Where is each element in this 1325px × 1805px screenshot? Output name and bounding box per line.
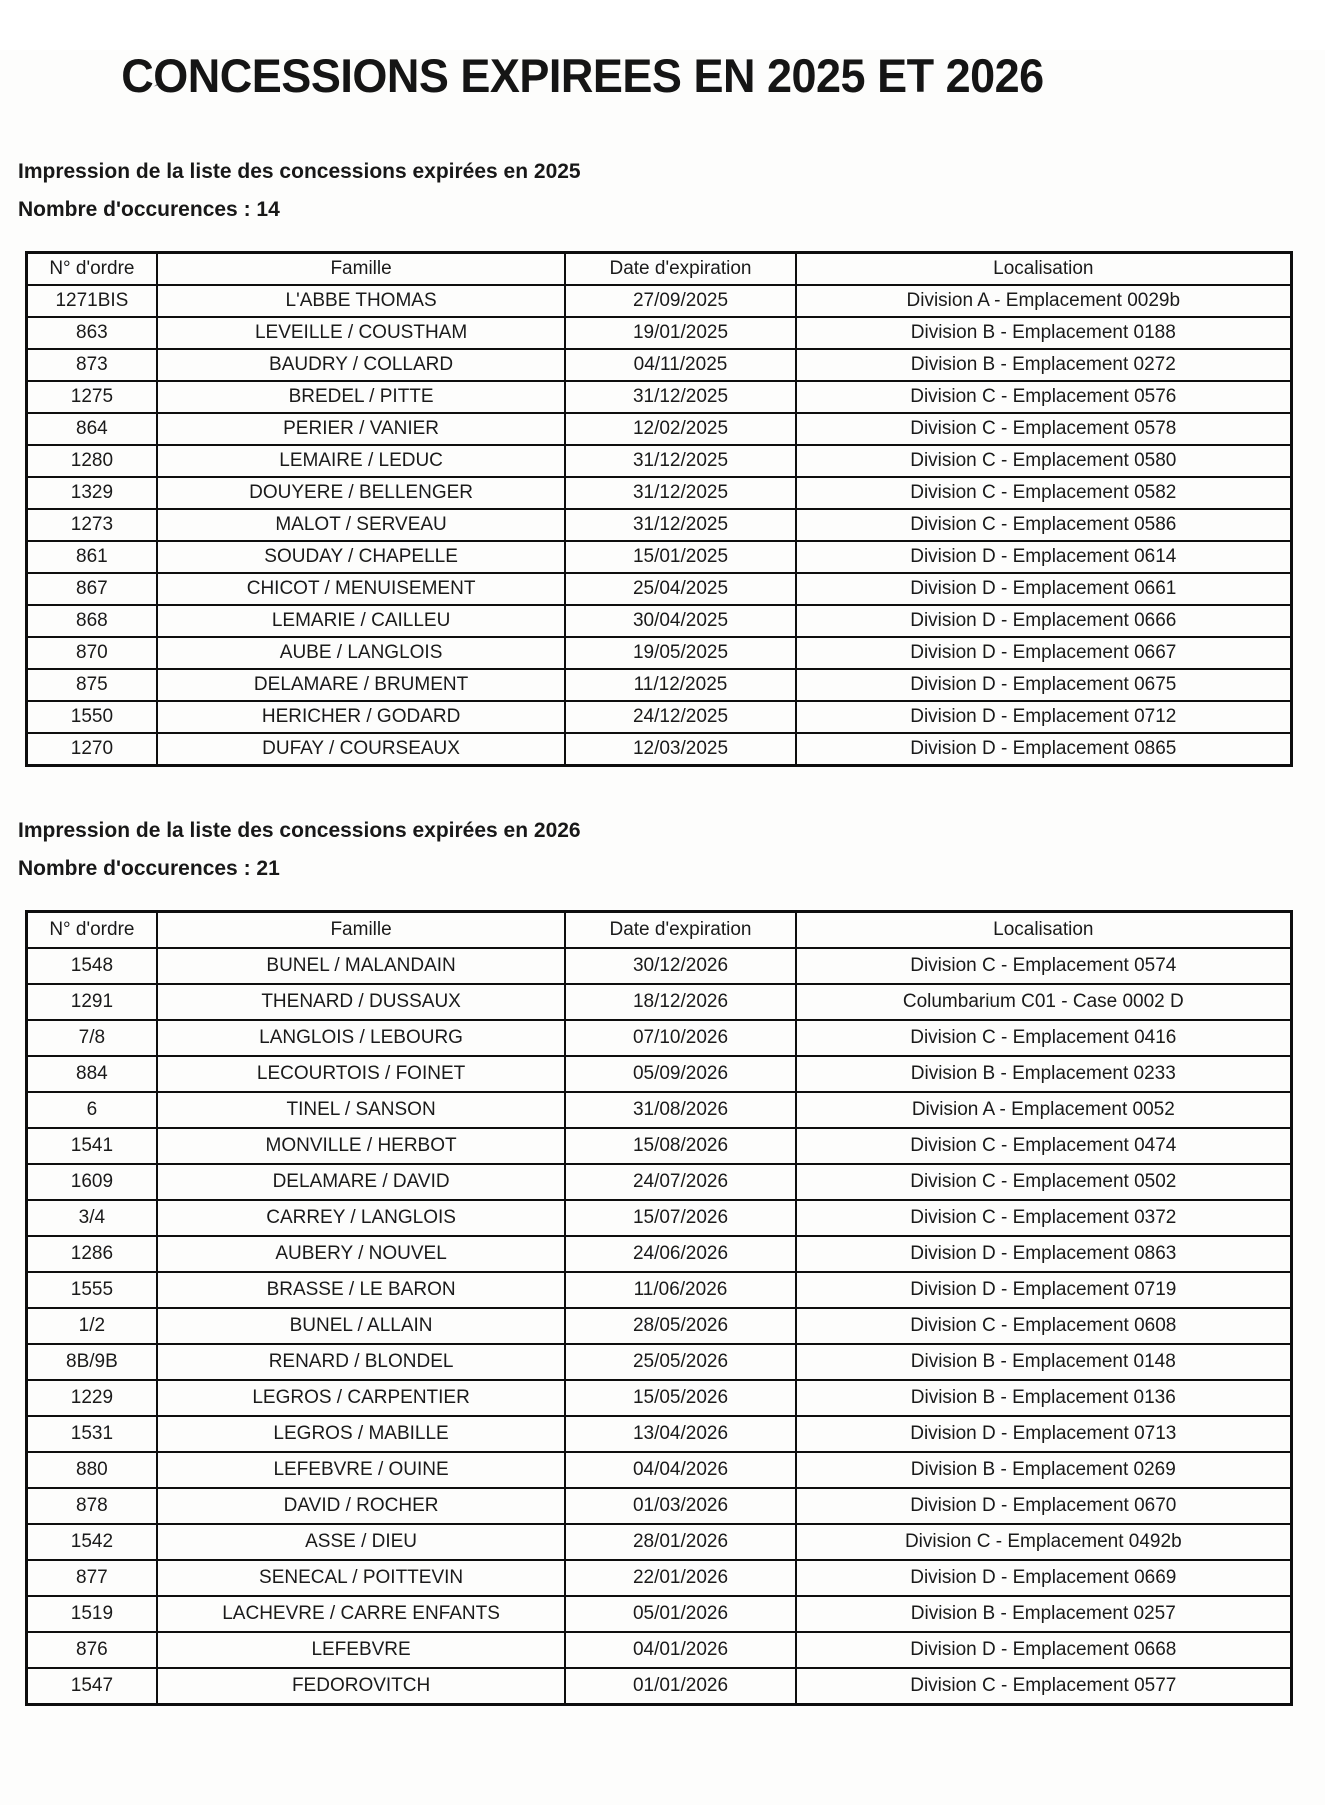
cell-date: 24/07/2026 xyxy=(565,1164,795,1200)
cell-date: 31/12/2025 xyxy=(565,445,795,477)
table-row xyxy=(27,1236,1292,1272)
cell-localisation: Division B - Emplacement 0269 xyxy=(796,1452,1292,1488)
table-row xyxy=(27,541,1292,573)
concessions-table-2025 xyxy=(25,251,1293,767)
cell-localisation: Division B - Emplacement 0257 xyxy=(796,1596,1292,1632)
table-header-row xyxy=(27,912,1292,949)
cell-date: 04/04/2026 xyxy=(565,1452,795,1488)
cell-date: 15/07/2026 xyxy=(565,1200,795,1236)
cell-famille: PERIER / VANIER xyxy=(157,413,566,445)
table-row xyxy=(27,349,1292,381)
cell-order: 873 xyxy=(27,349,157,381)
section-2025-header xyxy=(18,160,1325,222)
cell-order: 1329 xyxy=(27,477,157,509)
table-row xyxy=(27,1056,1292,1092)
cell-localisation: Division B - Emplacement 0233 xyxy=(796,1056,1292,1092)
table-row xyxy=(27,381,1292,413)
cell-order: 1270 xyxy=(27,733,157,766)
cell-localisation: Division D - Emplacement 0863 xyxy=(796,1236,1292,1272)
cell-date: 07/10/2026 xyxy=(565,1020,795,1056)
section-2026-header xyxy=(18,819,1325,881)
cell-date: 27/09/2025 xyxy=(565,285,795,317)
cell-famille: LEGROS / CARPENTIER xyxy=(157,1380,566,1416)
column-header-date: Date d'expiration xyxy=(565,912,795,949)
cell-localisation: Division D - Emplacement 0614 xyxy=(796,541,1292,573)
scanned-document-page xyxy=(0,50,1325,1706)
table-row xyxy=(27,637,1292,669)
section-heading: Impression de la liste des concessions expirées en 2025 xyxy=(18,160,581,183)
cell-localisation: Division C - Emplacement 0576 xyxy=(796,381,1292,413)
cell-date: 12/03/2025 xyxy=(565,733,795,766)
cell-localisation: Columbarium C01 - Case 0002 D xyxy=(796,984,1292,1020)
cell-famille: LEGROS / MABILLE xyxy=(157,1416,566,1452)
table-row xyxy=(27,285,1292,317)
cell-famille: LEVEILLE / COUSTHAM xyxy=(157,317,566,349)
cell-famille: FEDOROVITCH xyxy=(157,1668,566,1705)
cell-order: 875 xyxy=(27,669,157,701)
cell-localisation: Division C - Emplacement 0586 xyxy=(796,509,1292,541)
section-heading: Impression de la liste des concessions expirées en 2026 xyxy=(18,819,581,842)
cell-date: 24/06/2026 xyxy=(565,1236,795,1272)
cell-order: 868 xyxy=(27,605,157,637)
table-row xyxy=(27,605,1292,637)
cell-date: 22/01/2026 xyxy=(565,1560,795,1596)
cell-date: 15/01/2025 xyxy=(565,541,795,573)
cell-localisation: Division A - Emplacement 0029b xyxy=(796,285,1292,317)
cell-famille: THENARD / DUSSAUX xyxy=(157,984,566,1020)
cell-date: 31/12/2025 xyxy=(565,381,795,413)
cell-date: 01/01/2026 xyxy=(565,1668,795,1705)
cell-localisation: Division D - Emplacement 0667 xyxy=(796,637,1292,669)
table-row xyxy=(27,1668,1292,1705)
cell-date: 11/12/2025 xyxy=(565,669,795,701)
cell-date: 28/01/2026 xyxy=(565,1524,795,1560)
table-row xyxy=(27,1524,1292,1560)
cell-famille: LACHEVRE / CARRE ENFANTS xyxy=(157,1596,566,1632)
cell-famille: BREDEL / PITTE xyxy=(157,381,566,413)
cell-famille: ASSE / DIEU xyxy=(157,1524,566,1560)
cell-date: 12/02/2025 xyxy=(565,413,795,445)
cell-order: 1280 xyxy=(27,445,157,477)
cell-famille: SOUDAY / CHAPELLE xyxy=(157,541,566,573)
table-row xyxy=(27,948,1292,984)
column-header-date: Date d'expiration xyxy=(565,253,795,286)
table-row xyxy=(27,509,1292,541)
cell-localisation: Division C - Emplacement 0608 xyxy=(796,1308,1292,1344)
column-header-localisation: Localisation xyxy=(796,253,1292,286)
column-header-famille: Famille xyxy=(157,253,566,286)
cell-order: 870 xyxy=(27,637,157,669)
table-row xyxy=(27,317,1292,349)
cell-order: 861 xyxy=(27,541,157,573)
cell-order: 1275 xyxy=(27,381,157,413)
cell-famille: MALOT / SERVEAU xyxy=(157,509,566,541)
cell-localisation: Division D - Emplacement 0668 xyxy=(796,1632,1292,1668)
cell-famille: LEFEBVRE / OUINE xyxy=(157,1452,566,1488)
cell-famille: BUNEL / ALLAIN xyxy=(157,1308,566,1344)
cell-order: 1286 xyxy=(27,1236,157,1272)
cell-famille: CARREY / LANGLOIS xyxy=(157,1200,566,1236)
cell-date: 30/12/2026 xyxy=(565,948,795,984)
cell-order: 877 xyxy=(27,1560,157,1596)
cell-famille: AUBERY / NOUVEL xyxy=(157,1236,566,1272)
page-title: CONCESSIONS EXPIREES EN 2025 ET 2026 xyxy=(121,48,1044,103)
table-row xyxy=(27,1380,1292,1416)
table-row xyxy=(27,477,1292,509)
cell-date: 04/11/2025 xyxy=(565,349,795,381)
table-row xyxy=(27,1488,1292,1524)
cell-famille: DUFAY / COURSEAUX xyxy=(157,733,566,766)
cell-localisation: Division C - Emplacement 0578 xyxy=(796,413,1292,445)
cell-order: 3/4 xyxy=(27,1200,157,1236)
cell-famille: BRASSE / LE BARON xyxy=(157,1272,566,1308)
cell-date: 31/08/2026 xyxy=(565,1092,795,1128)
cell-localisation: Division A - Emplacement 0052 xyxy=(796,1092,1292,1128)
cell-localisation: Division C - Emplacement 0372 xyxy=(796,1200,1292,1236)
cell-famille: SENECAL / POITTEVIN xyxy=(157,1560,566,1596)
table-row xyxy=(27,984,1292,1020)
cell-order: 863 xyxy=(27,317,157,349)
cell-localisation: Division C - Emplacement 0582 xyxy=(796,477,1292,509)
table-row xyxy=(27,1632,1292,1668)
cell-order: 1229 xyxy=(27,1380,157,1416)
table-row xyxy=(27,669,1292,701)
section-2026 xyxy=(0,819,1325,1706)
cell-date: 01/03/2026 xyxy=(565,1488,795,1524)
cell-famille: RENARD / BLONDEL xyxy=(157,1344,566,1380)
cell-order: 880 xyxy=(27,1452,157,1488)
cell-date: 25/04/2025 xyxy=(565,573,795,605)
cell-localisation: Division D - Emplacement 0669 xyxy=(796,1560,1292,1596)
cell-date: 28/05/2026 xyxy=(565,1308,795,1344)
table-header-row xyxy=(27,253,1292,286)
cell-famille: HERICHER / GODARD xyxy=(157,701,566,733)
cell-famille: DELAMARE / BRUMENT xyxy=(157,669,566,701)
cell-famille: LEMAIRE / LEDUC xyxy=(157,445,566,477)
cell-localisation: Division D - Emplacement 0865 xyxy=(796,733,1292,766)
cell-order: 1519 xyxy=(27,1596,157,1632)
cell-date: 04/01/2026 xyxy=(565,1632,795,1668)
cell-order: 864 xyxy=(27,413,157,445)
cell-order: 884 xyxy=(27,1056,157,1092)
cell-order: 1555 xyxy=(27,1272,157,1308)
table-row xyxy=(27,733,1292,766)
cell-order: 8B/9B xyxy=(27,1344,157,1380)
cell-localisation: Division D - Emplacement 0713 xyxy=(796,1416,1292,1452)
cell-famille: DELAMARE / DAVID xyxy=(157,1164,566,1200)
cell-famille: DAVID / ROCHER xyxy=(157,1488,566,1524)
cell-famille: AUBE / LANGLOIS xyxy=(157,637,566,669)
cell-order: 878 xyxy=(27,1488,157,1524)
table-row xyxy=(27,413,1292,445)
cell-famille: L'ABBE THOMAS xyxy=(157,285,566,317)
cell-date: 25/05/2026 xyxy=(565,1344,795,1380)
cell-famille: LECOURTOIS / FOINET xyxy=(157,1056,566,1092)
cell-localisation: Division C - Emplacement 0580 xyxy=(796,445,1292,477)
cell-famille: BAUDRY / COLLARD xyxy=(157,349,566,381)
document-header xyxy=(0,50,1165,102)
cell-date: 15/05/2026 xyxy=(565,1380,795,1416)
occurrence-count: Nombre d'occurences : 21 xyxy=(18,857,280,880)
cell-date: 05/01/2026 xyxy=(565,1596,795,1632)
cell-famille: CHICOT / MENUISEMENT xyxy=(157,573,566,605)
cell-localisation: Division B - Emplacement 0188 xyxy=(796,317,1292,349)
cell-localisation: Division C - Emplacement 0574 xyxy=(796,948,1292,984)
cell-date: 30/04/2025 xyxy=(565,605,795,637)
section-2025 xyxy=(0,160,1325,767)
column-header-famille: Famille xyxy=(157,912,566,949)
cell-localisation: Division C - Emplacement 0492b xyxy=(796,1524,1292,1560)
cell-date: 24/12/2025 xyxy=(565,701,795,733)
cell-order: 1531 xyxy=(27,1416,157,1452)
cell-localisation: Division B - Emplacement 0148 xyxy=(796,1344,1292,1380)
table-row xyxy=(27,573,1292,605)
cell-order: 1271BIS xyxy=(27,285,157,317)
cell-localisation: Division C - Emplacement 0502 xyxy=(796,1164,1292,1200)
table-row xyxy=(27,445,1292,477)
cell-localisation: Division C - Emplacement 0474 xyxy=(796,1128,1292,1164)
cell-order: 867 xyxy=(27,573,157,605)
cell-localisation: Division B - Emplacement 0272 xyxy=(796,349,1292,381)
occurrence-count: Nombre d'occurences : 14 xyxy=(18,198,280,221)
cell-date: 13/04/2026 xyxy=(565,1416,795,1452)
cell-order: 1548 xyxy=(27,948,157,984)
cell-famille: DOUYERE / BELLENGER xyxy=(157,477,566,509)
table-row xyxy=(27,1164,1292,1200)
cell-famille: MONVILLE / HERBOT xyxy=(157,1128,566,1164)
concessions-table-2026 xyxy=(25,910,1293,1706)
cell-famille: LEMARIE / CAILLEU xyxy=(157,605,566,637)
table-row xyxy=(27,1560,1292,1596)
cell-order: 7/8 xyxy=(27,1020,157,1056)
cell-order: 1/2 xyxy=(27,1308,157,1344)
cell-localisation: Division D - Emplacement 0670 xyxy=(796,1488,1292,1524)
table-row xyxy=(27,701,1292,733)
cell-date: 18/12/2026 xyxy=(565,984,795,1020)
cell-date: 15/08/2026 xyxy=(565,1128,795,1164)
cell-famille: TINEL / SANSON xyxy=(157,1092,566,1128)
cell-famille: BUNEL / MALANDAIN xyxy=(157,948,566,984)
table-body xyxy=(27,285,1292,766)
cell-famille: LEFEBVRE xyxy=(157,1632,566,1668)
cell-order: 1542 xyxy=(27,1524,157,1560)
cell-localisation: Division D - Emplacement 0661 xyxy=(796,573,1292,605)
cell-order: 1541 xyxy=(27,1128,157,1164)
cell-date: 19/05/2025 xyxy=(565,637,795,669)
cell-date: 19/01/2025 xyxy=(565,317,795,349)
cell-order: 1550 xyxy=(27,701,157,733)
cell-localisation: Division C - Emplacement 0416 xyxy=(796,1020,1292,1056)
cell-localisation: Division B - Emplacement 0136 xyxy=(796,1380,1292,1416)
table-row xyxy=(27,1128,1292,1164)
cell-date: 31/12/2025 xyxy=(565,477,795,509)
cell-famille: LANGLOIS / LEBOURG xyxy=(157,1020,566,1056)
column-header-order: N° d'ordre xyxy=(27,912,157,949)
column-header-order: N° d'ordre xyxy=(27,253,157,286)
cell-date: 11/06/2026 xyxy=(565,1272,795,1308)
column-header-localisation: Localisation xyxy=(796,912,1292,949)
table-body xyxy=(27,948,1292,1705)
table-row xyxy=(27,1308,1292,1344)
cell-localisation: Division C - Emplacement 0577 xyxy=(796,1668,1292,1705)
cell-localisation: Division D - Emplacement 0719 xyxy=(796,1272,1292,1308)
cell-localisation: Division D - Emplacement 0712 xyxy=(796,701,1292,733)
cell-order: 1609 xyxy=(27,1164,157,1200)
cell-order: 876 xyxy=(27,1632,157,1668)
table-row xyxy=(27,1452,1292,1488)
cell-localisation: Division D - Emplacement 0666 xyxy=(796,605,1292,637)
cell-date: 05/09/2026 xyxy=(565,1056,795,1092)
cell-localisation: Division D - Emplacement 0675 xyxy=(796,669,1292,701)
table-row xyxy=(27,1020,1292,1056)
cell-date: 31/12/2025 xyxy=(565,509,795,541)
cell-order: 1291 xyxy=(27,984,157,1020)
table-row xyxy=(27,1200,1292,1236)
cell-order: 1547 xyxy=(27,1668,157,1705)
cell-order: 6 xyxy=(27,1092,157,1128)
table-row xyxy=(27,1344,1292,1380)
cell-order: 1273 xyxy=(27,509,157,541)
table-row xyxy=(27,1596,1292,1632)
table-row xyxy=(27,1092,1292,1128)
table-row xyxy=(27,1416,1292,1452)
table-row xyxy=(27,1272,1292,1308)
